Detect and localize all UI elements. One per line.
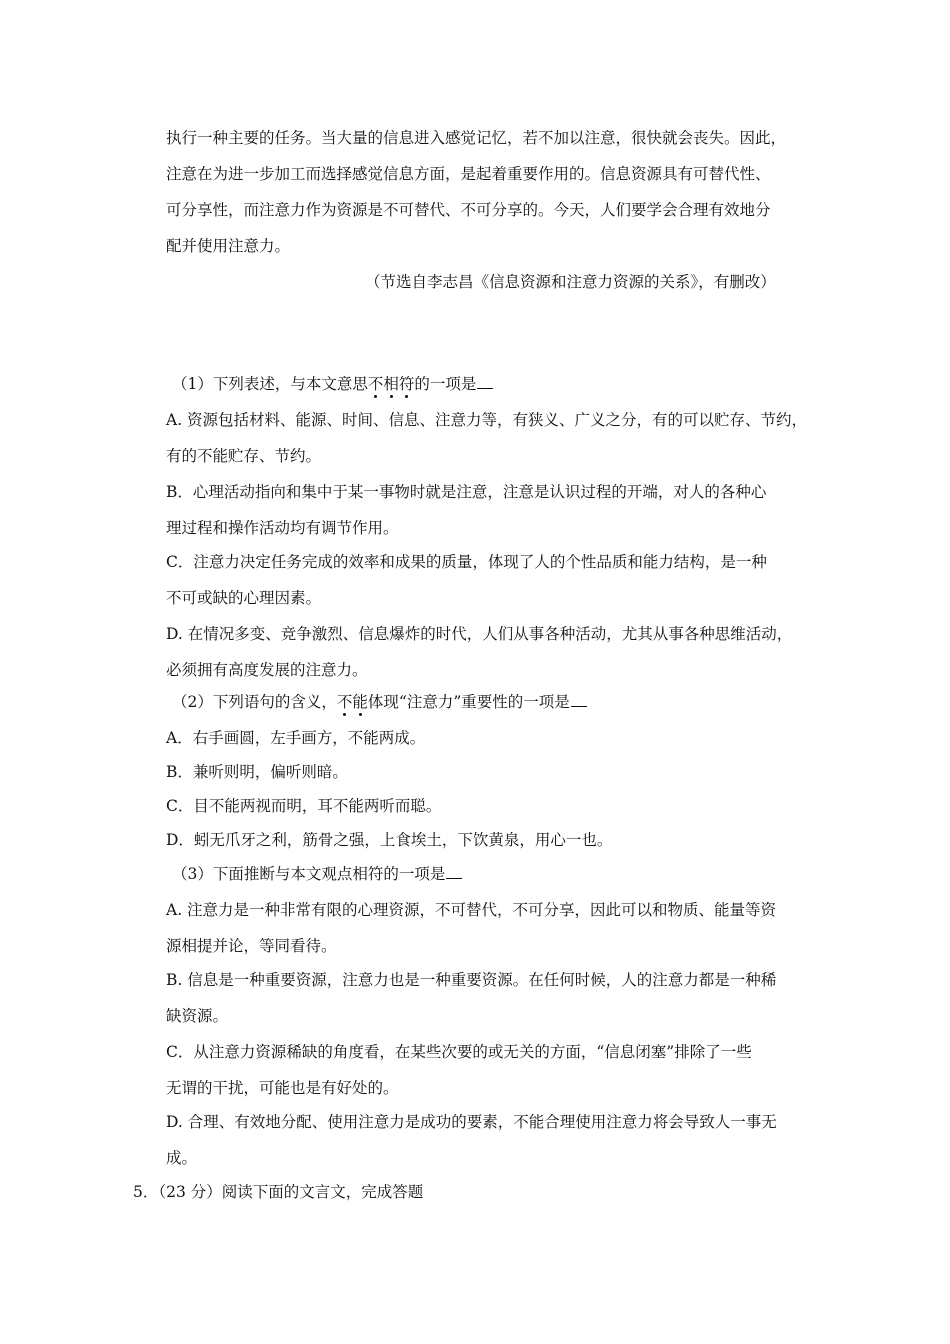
q3-option-d-line2: 成。: [166, 1149, 198, 1167]
q3-option-a-line1: A. 注意力是一种非常有限的心理资源，不可替代，不可分享，因此可以和物质、能量等资: [166, 901, 777, 919]
passage-line: 注意在为进一步加工而选择感觉信息方面，是起着重要作用的。信息资源具有可替代性、: [166, 165, 771, 183]
q3-option-b-line2: 缺资源。: [166, 1007, 229, 1025]
emphasis-dot-char: 不: [367, 375, 384, 393]
q3-option-c-line2: 无谓的干扰，可能也是有好处的。: [166, 1079, 399, 1097]
passage-source: （节选自李志昌《信息资源和注意力资源的关系》，有删改）: [365, 273, 776, 291]
q1-option-d-line2: 必须拥有高度发展的注意力。: [166, 661, 368, 679]
question-3-stem: [172, 864, 822, 884]
question-1-suffix: 的一项是: [414, 375, 477, 393]
passage-line: 可分享性，而注意力作为资源是不可替代、不可分享的。今天，人们要学会合理有效地分: [166, 201, 771, 219]
q2-option-b: B．兼听则明，偏听则暗。: [166, 763, 348, 781]
q2-option-c: C．目不能两视而明，耳不能两听而聪。: [166, 797, 442, 815]
emphasis-dot-char: 符: [398, 375, 415, 393]
answer-blank: [477, 374, 493, 389]
question-2-stem: [172, 692, 822, 712]
q3-option-c-line1: C．从注意力资源稀缺的角度看，在某些次要的或无关的方面，“信息闭塞”排除了一些: [166, 1043, 752, 1061]
task-5-heading: 5．（23 分）阅读下面的文言文，完成答题: [133, 1183, 424, 1201]
q2-option-d: D．蚓无爪牙之利，筋骨之强，上食埃土，下饮黄泉，用心一也。: [166, 831, 613, 849]
answer-blank: [571, 692, 587, 707]
q1-option-d-line1: D. 在情况多变、竞争激烈、信息爆炸的时代，人们从事各种活动，尤其从事各种思维活动，: [166, 625, 793, 643]
q1-option-b-line2: 理过程和操作活动均有调节作用。: [166, 519, 399, 537]
passage-line: 配并使用注意力。: [166, 237, 291, 255]
q1-option-b-line1: B．心理活动指向和集中于某一事物时就是注意，注意是认识过程的开端，对人的各种心: [166, 483, 767, 501]
emphasis-dot-char: 能: [352, 693, 368, 711]
question-1-prefix: （1）下列表述，与本文意思: [172, 375, 368, 393]
q1-option-a-line2: 有的不能贮存、节约。: [166, 447, 322, 465]
emphasis-dot-char: 不: [336, 693, 353, 711]
q3-option-b-line1: B. 信息是一种重要资源，注意力也是一种重要资源。在任何时候，人的注意力都是一种稀: [166, 971, 777, 989]
q3-option-a-line2: 源相提并论，等同看待。: [166, 937, 337, 955]
question-2-prefix: （2）下列语句的含义，: [172, 693, 337, 711]
q3-option-d-line1: D. 合理、有效地分配、使用注意力是成功的要素，不能合理使用注意力将会导致人一事无: [166, 1113, 777, 1131]
passage-line: 执行一种主要的任务。当大量的信息进入感觉记忆，若不加以注意，很快就会丧失。因此，: [166, 129, 787, 147]
emphasis-dot-char: 相: [383, 375, 399, 393]
q2-option-a: A．右手画圆，左手画方，不能两成。: [166, 729, 426, 747]
question-1-stem: [172, 374, 822, 394]
q1-option-c-line1: C．注意力决定任务完成的效率和成果的质量，体现了人的个性品质和能力结构，是一种: [166, 553, 767, 571]
q1-option-a-line1: A. 资源包括材料、能源、时间、信息、注意力等，有狭义、广义之分，有的可以贮存、节约，: [166, 411, 808, 429]
question-2-suffix: 体现“注意力”重要性的一项是: [367, 693, 570, 711]
question-3-head: （3）下面推断与本文观点相符的一项是: [172, 865, 446, 883]
q1-option-c-line2: 不可或缺的心理因素。: [166, 589, 322, 607]
answer-blank: [446, 864, 462, 879]
